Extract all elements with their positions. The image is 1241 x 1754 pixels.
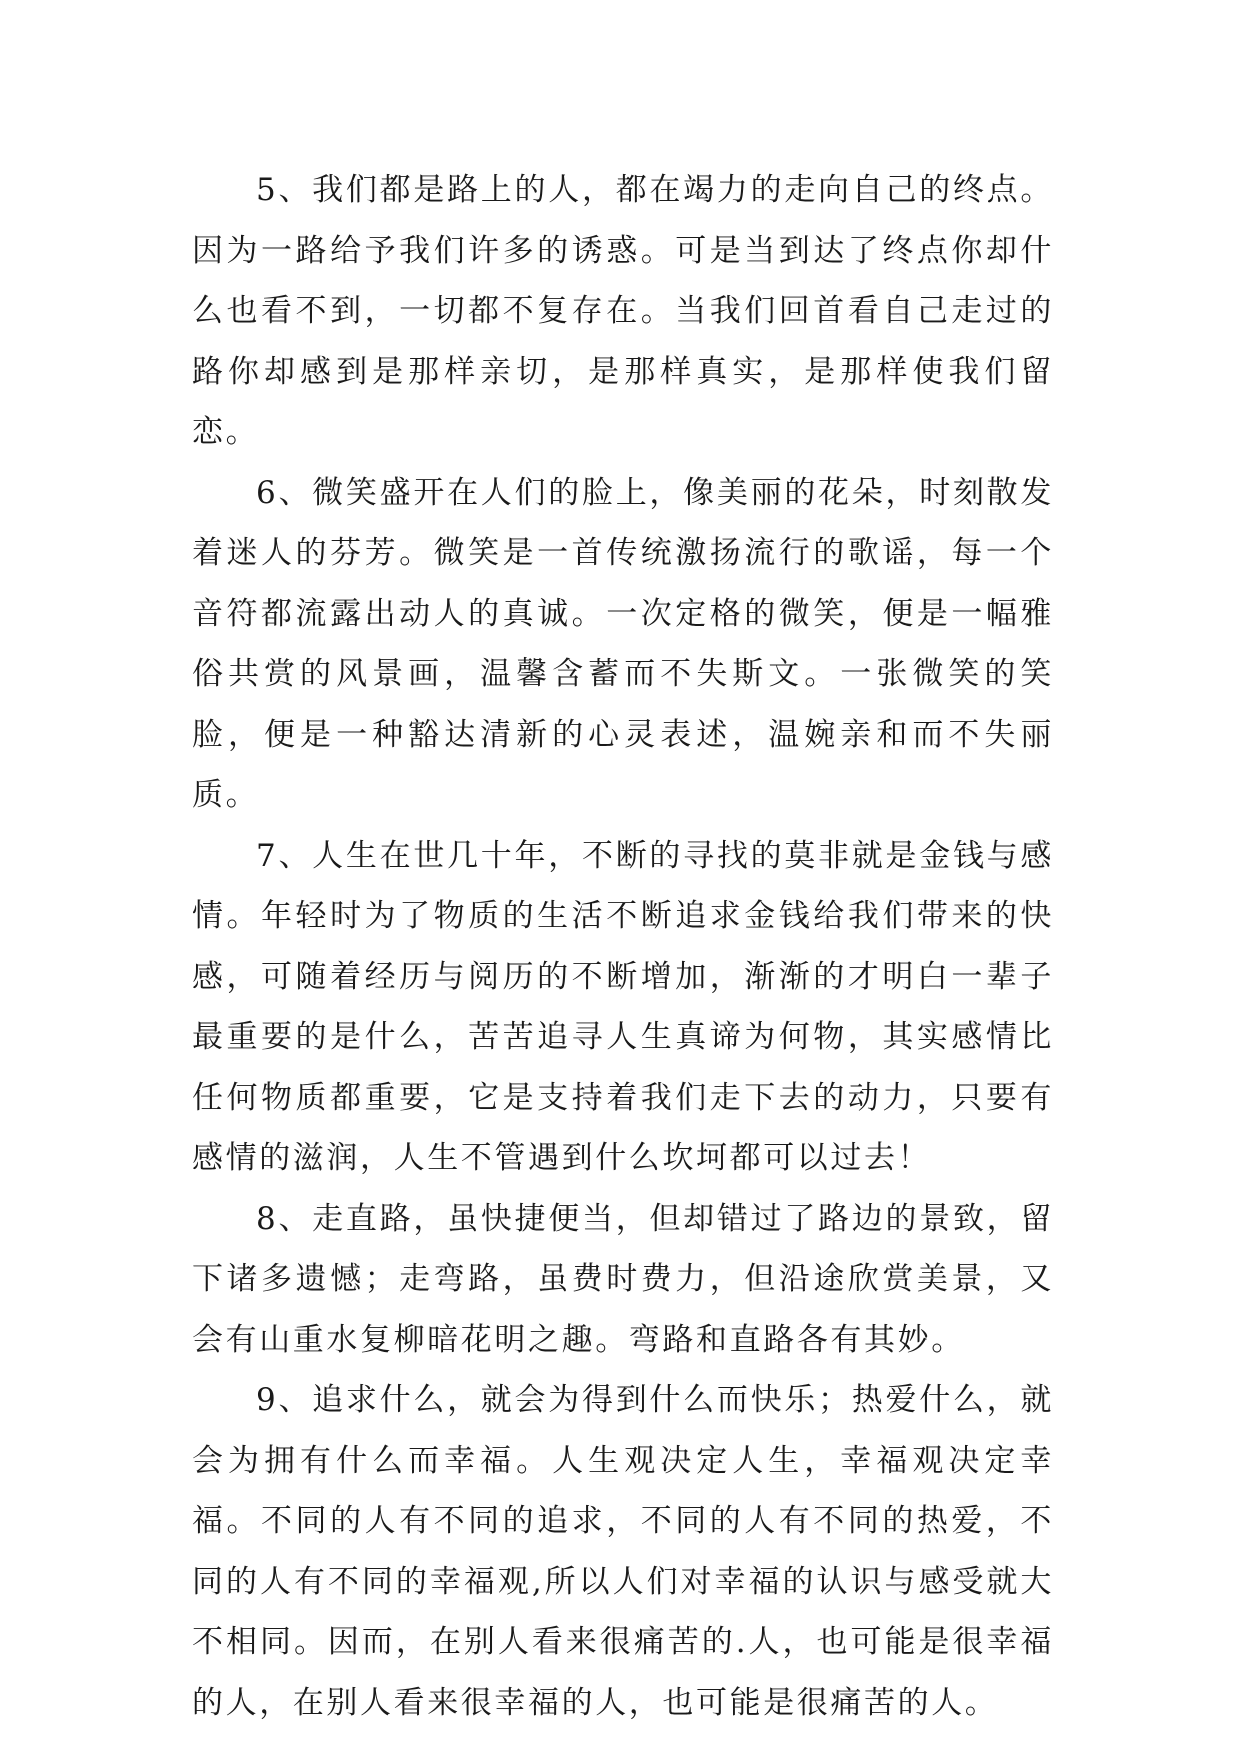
paragraph-8: 8、走直路，虽快捷便当，但却错过了路边的景致，留下诸多遗憾；走弯路，虽费时费力，但沿途欣赏美景，又会有山重水复柳暗花明之趣。弯路和直路各有其妙。 <box>192 1200 1054 1358</box>
paragraph-6: 6、微笑盛开在人们的脸上，像美丽的花朵，时刻散发着迷人的芬芳。微笑是一首传统激扬流行的歌谣，每一个音符都流露出动人的真诚。一次定格的微笑，便是一幅雅俗共赏的风景画，温馨含蓄而不失斯文。一张微笑的笑脸，便是一种豁达清新的心灵表述，温婉亲和而不失丽质。 <box>192 474 1054 813</box>
paragraph-9: 9、追求什么，就会为得到什么而快乐；热爱什么，就会为拥有什么而幸福。人生观决定人生，幸福观决定幸福。不同的人有不同的追求，不同的人有不同的热爱，不同的人有不同的幸福观,所以人们对幸福的认识与感受就大不相同。因而，在别人看来很痛苦的.人，也可能是很幸福的人，在别人看来很幸福的人，也可能是很痛苦的人。 <box>192 1382 1054 1721</box>
paragraph-7: 7、人生在世几十年，不断的寻找的莫非就是金钱与感情。年轻时为了物质的生活不断追求金钱给我们带来的快感，可随着经历与阅历的不断增加，渐渐的才明白一辈子最重要的是什么，苦苦追寻人生真谛为何物，其实感情比任何物质都重要，它是支持着我们走下去的动力，只要有感情的滋润，人生不管遇到什么坎坷都可以过去！ <box>192 837 1054 1176</box>
paragraph-5: 5、我们都是路上的人，都在竭力的走向自己的终点。因为一路给予我们许多的诱惑。可是当到达了终点你却什么也看不到，一切都不复存在。当我们回首看自己走过的路你却感到是那样亲切，是那样真实，是那样使我们留恋。 <box>192 172 1054 450</box>
document-body <box>192 160 1054 1733</box>
